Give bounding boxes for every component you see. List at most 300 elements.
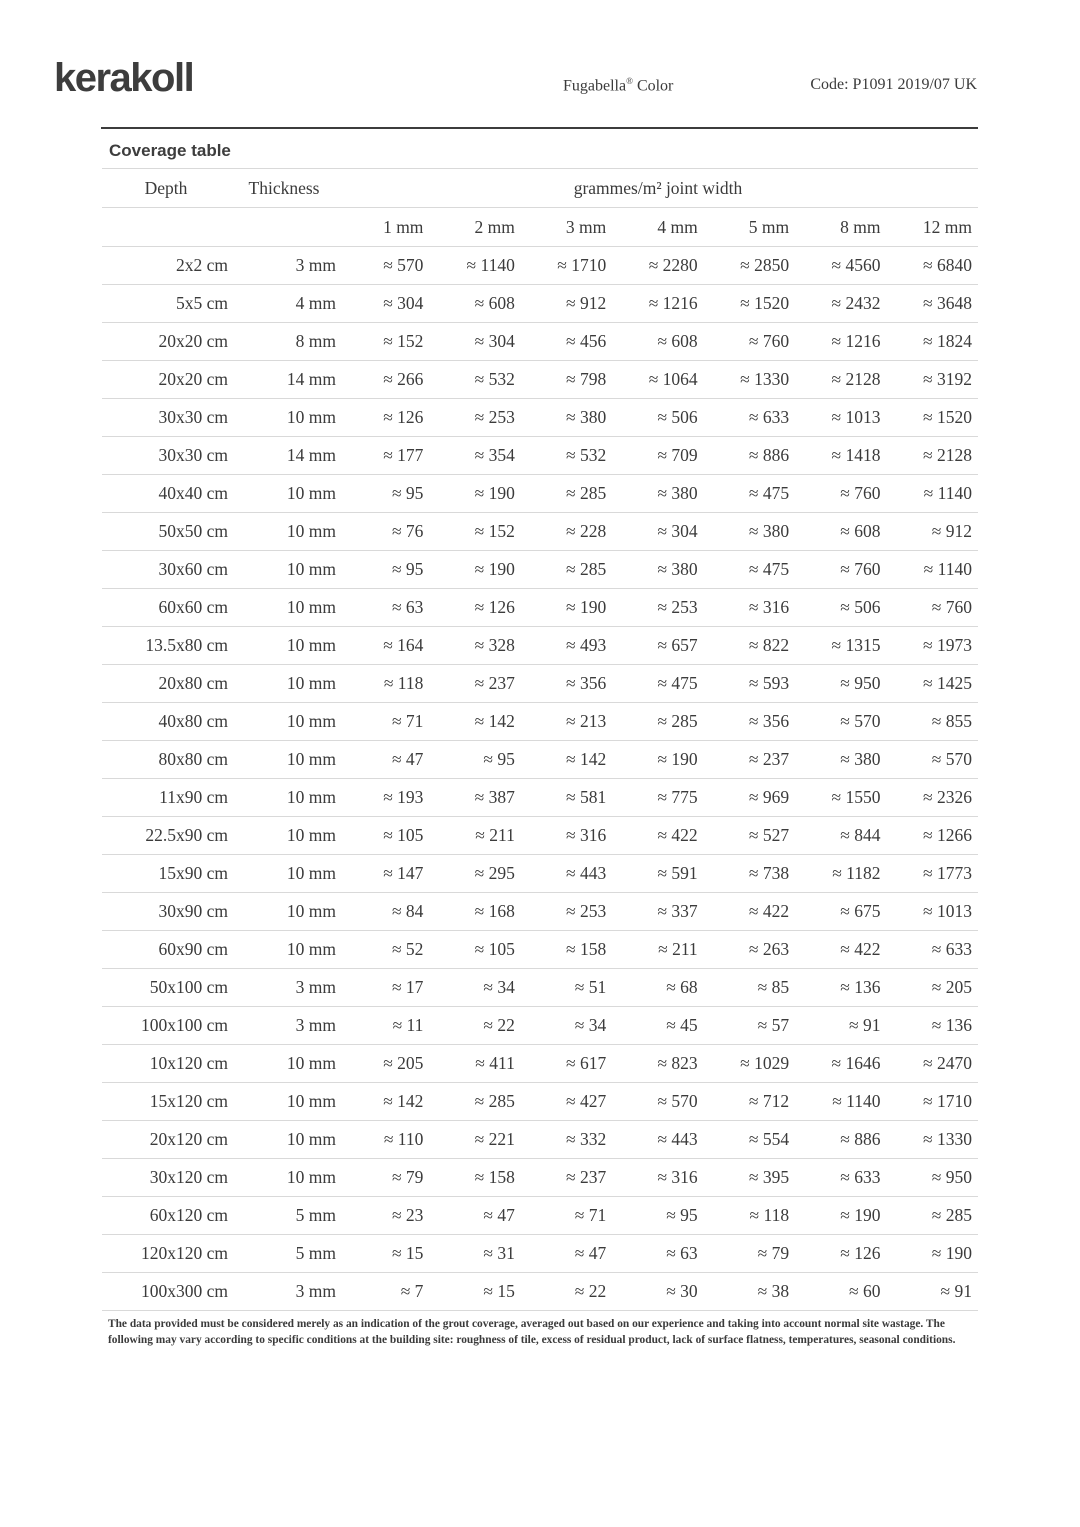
coverage-value-cell: ≈ 456 — [521, 323, 612, 361]
coverage-value-cell: ≈ 1216 — [795, 323, 886, 361]
coverage-value-cell: ≈ 52 — [338, 931, 429, 969]
table-row — [102, 399, 978, 437]
coverage-value-cell: ≈ 237 — [429, 665, 520, 703]
joint-width-header: 8 mm — [795, 208, 886, 247]
coverage-value-cell: ≈ 1418 — [795, 437, 886, 475]
coverage-value-cell: ≈ 1330 — [887, 1121, 978, 1159]
coverage-value-cell: ≈ 1824 — [887, 323, 978, 361]
coverage-value-cell: ≈ 1140 — [795, 1083, 886, 1121]
coverage-value-cell: ≈ 71 — [338, 703, 429, 741]
coverage-value-cell: ≈ 950 — [887, 1159, 978, 1197]
coverage-value-cell: ≈ 63 — [612, 1235, 703, 1273]
coverage-value-cell: ≈ 422 — [795, 931, 886, 969]
coverage-value-cell: ≈ 190 — [429, 475, 520, 513]
coverage-value-cell: ≈ 822 — [704, 627, 795, 665]
table-row — [102, 779, 978, 817]
coverage-value-cell: ≈ 356 — [521, 665, 612, 703]
coverage-value-cell: ≈ 356 — [704, 703, 795, 741]
table-row — [102, 1235, 978, 1273]
thickness-cell: 4 mm — [230, 285, 338, 323]
coverage-value-cell: ≈ 38 — [704, 1273, 795, 1311]
coverage-value-cell: ≈ 142 — [338, 1083, 429, 1121]
coverage-value-cell: ≈ 76 — [338, 513, 429, 551]
coverage-value-cell: ≈ 1520 — [704, 285, 795, 323]
coverage-value-cell: ≈ 532 — [521, 437, 612, 475]
product-name — [563, 76, 673, 95]
tile-size-cell: 20x120 cm — [102, 1121, 230, 1159]
coverage-value-cell: ≈ 506 — [612, 399, 703, 437]
thickness-cell: 3 mm — [230, 247, 338, 285]
thickness-cell: 10 mm — [230, 475, 338, 513]
coverage-value-cell: ≈ 91 — [887, 1273, 978, 1311]
coverage-value-cell: ≈ 422 — [704, 893, 795, 931]
coverage-value-cell: ≈ 493 — [521, 627, 612, 665]
coverage-value-cell: ≈ 118 — [704, 1197, 795, 1235]
thickness-cell: 10 mm — [230, 855, 338, 893]
coverage-value-cell: ≈ 570 — [887, 741, 978, 779]
tile-size-cell: 15x90 cm — [102, 855, 230, 893]
table-row — [102, 323, 978, 361]
coverage-value-cell: ≈ 79 — [338, 1159, 429, 1197]
thickness-cell: 8 mm — [230, 323, 338, 361]
thickness-cell: 10 mm — [230, 1083, 338, 1121]
table-row — [102, 817, 978, 855]
disclaimer-text: The data provided must be considered merely as an indication of the grout coverage, averaged out based on our experience and taking into account normal site wastage. The following may vary according to specific conditions at the building site: roughness of tile, excess of residual product, lack of surface flatness, temperatures, seasonal conditions. — [108, 1318, 956, 1347]
coverage-value-cell: ≈ 253 — [521, 893, 612, 931]
coverage-value-cell: ≈ 285 — [521, 475, 612, 513]
coverage-value-cell: ≈ 316 — [521, 817, 612, 855]
tile-size-cell: 120x120 cm — [102, 1235, 230, 1273]
thickness-column-header: Thickness — [230, 169, 338, 208]
coverage-value-cell: ≈ 23 — [338, 1197, 429, 1235]
coverage-value-cell: ≈ 6840 — [887, 247, 978, 285]
coverage-value-cell: ≈ 532 — [429, 361, 520, 399]
coverage-value-cell: ≈ 304 — [429, 323, 520, 361]
tile-size-cell: 100x100 cm — [102, 1007, 230, 1045]
coverage-value-cell: ≈ 380 — [612, 475, 703, 513]
coverage-value-cell: ≈ 380 — [521, 399, 612, 437]
coverage-value-cell: ≈ 443 — [612, 1121, 703, 1159]
tile-size-cell: 30x90 cm — [102, 893, 230, 931]
coverage-value-cell: ≈ 118 — [338, 665, 429, 703]
table-row — [102, 437, 978, 475]
coverage-value-cell: ≈ 844 — [795, 817, 886, 855]
thickness-cell: 10 mm — [230, 551, 338, 589]
coverage-value-cell: ≈ 15 — [429, 1273, 520, 1311]
coverage-value-cell: ≈ 85 — [704, 969, 795, 1007]
coverage-value-cell: ≈ 1064 — [612, 361, 703, 399]
joint-width-header: 5 mm — [704, 208, 795, 247]
coverage-value-cell: ≈ 60 — [795, 1273, 886, 1311]
coverage-value-cell: ≈ 45 — [612, 1007, 703, 1045]
thickness-cell: 14 mm — [230, 437, 338, 475]
coverage-value-cell: ≈ 608 — [429, 285, 520, 323]
coverage-value-cell: ≈ 205 — [887, 969, 978, 1007]
joint-width-header: 2 mm — [429, 208, 520, 247]
coverage-value-cell: ≈ 969 — [704, 779, 795, 817]
joint-width-header-row — [102, 208, 978, 247]
coverage-value-cell: ≈ 142 — [429, 703, 520, 741]
tile-size-cell: 100x300 cm — [102, 1273, 230, 1311]
table-row — [102, 855, 978, 893]
coverage-value-cell: ≈ 152 — [429, 513, 520, 551]
table-row — [102, 969, 978, 1007]
coverage-value-cell: ≈ 31 — [429, 1235, 520, 1273]
thickness-cell: 10 mm — [230, 703, 338, 741]
coverage-value-cell: ≈ 34 — [521, 1007, 612, 1045]
thickness-cell: 10 mm — [230, 817, 338, 855]
coverage-value-cell: ≈ 190 — [795, 1197, 886, 1235]
coverage-value-cell: ≈ 34 — [429, 969, 520, 1007]
coverage-value-cell: ≈ 47 — [338, 741, 429, 779]
tile-size-cell: 2x2 cm — [102, 247, 230, 285]
coverage-value-cell: ≈ 570 — [795, 703, 886, 741]
table-row — [102, 551, 978, 589]
coverage-value-cell: ≈ 51 — [521, 969, 612, 1007]
coverage-value-cell: ≈ 527 — [704, 817, 795, 855]
coverage-value-cell: ≈ 1029 — [704, 1045, 795, 1083]
coverage-value-cell: ≈ 675 — [795, 893, 886, 931]
joint-width-header: 1 mm — [338, 208, 429, 247]
thickness-cell: 10 mm — [230, 627, 338, 665]
coverage-value-cell: ≈ 266 — [338, 361, 429, 399]
coverage-value-cell: ≈ 57 — [704, 1007, 795, 1045]
coverage-value-cell: ≈ 2850 — [704, 247, 795, 285]
coverage-value-cell: ≈ 190 — [887, 1235, 978, 1273]
joint-width-header: 12 mm — [887, 208, 978, 247]
coverage-value-cell: ≈ 328 — [429, 627, 520, 665]
table-row — [102, 513, 978, 551]
tile-size-cell: 20x80 cm — [102, 665, 230, 703]
coverage-value-cell: ≈ 126 — [429, 589, 520, 627]
tile-size-cell: 50x50 cm — [102, 513, 230, 551]
depth-column-header: Depth — [102, 169, 230, 208]
coverage-value-cell: ≈ 380 — [704, 513, 795, 551]
coverage-value-cell: ≈ 2128 — [795, 361, 886, 399]
tile-size-cell: 13.5x80 cm — [102, 627, 230, 665]
coverage-value-cell: ≈ 285 — [612, 703, 703, 741]
thickness-cell: 10 mm — [230, 741, 338, 779]
coverage-value-cell: ≈ 285 — [521, 551, 612, 589]
coverage-value-cell: ≈ 332 — [521, 1121, 612, 1159]
coverage-value-cell: ≈ 211 — [429, 817, 520, 855]
thickness-cell: 10 mm — [230, 589, 338, 627]
coverage-value-cell: ≈ 193 — [338, 779, 429, 817]
coverage-value-cell: ≈ 285 — [429, 1083, 520, 1121]
coverage-value-cell: ≈ 3192 — [887, 361, 978, 399]
coverage-value-cell: ≈ 608 — [612, 323, 703, 361]
table-row — [102, 1197, 978, 1235]
thickness-cell: 5 mm — [230, 1235, 338, 1273]
table-row — [102, 475, 978, 513]
coverage-value-cell: ≈ 591 — [612, 855, 703, 893]
coverage-value-cell: ≈ 285 — [887, 1197, 978, 1235]
coverage-value-cell: ≈ 253 — [429, 399, 520, 437]
coverage-value-cell: ≈ 164 — [338, 627, 429, 665]
coverage-value-cell: ≈ 912 — [887, 513, 978, 551]
coverage-value-cell: ≈ 126 — [338, 399, 429, 437]
coverage-value-cell: ≈ 387 — [429, 779, 520, 817]
coverage-value-cell: ≈ 63 — [338, 589, 429, 627]
coverage-value-cell: ≈ 168 — [429, 893, 520, 931]
thickness-cell: 14 mm — [230, 361, 338, 399]
table-row — [102, 1273, 978, 1311]
coverage-value-cell: ≈ 738 — [704, 855, 795, 893]
tile-size-cell: 20x20 cm — [102, 323, 230, 361]
coverage-value-cell: ≈ 7 — [338, 1273, 429, 1311]
thickness-cell: 10 mm — [230, 779, 338, 817]
coverage-value-cell: ≈ 1013 — [887, 893, 978, 931]
thickness-cell: 3 mm — [230, 1007, 338, 1045]
coverage-value-cell: ≈ 2128 — [887, 437, 978, 475]
coverage-value-cell: ≈ 475 — [704, 551, 795, 589]
coverage-value-cell: ≈ 136 — [887, 1007, 978, 1045]
coverage-value-cell: ≈ 79 — [704, 1235, 795, 1273]
coverage-value-cell: ≈ 912 — [521, 285, 612, 323]
tile-size-cell: 60x90 cm — [102, 931, 230, 969]
thickness-cell: 3 mm — [230, 1273, 338, 1311]
coverage-value-cell: ≈ 608 — [795, 513, 886, 551]
coverage-value-cell: ≈ 1330 — [704, 361, 795, 399]
coverage-value-cell: ≈ 17 — [338, 969, 429, 1007]
coverage-value-cell: ≈ 886 — [795, 1121, 886, 1159]
tile-size-cell: 11x90 cm — [102, 779, 230, 817]
coverage-value-cell: ≈ 950 — [795, 665, 886, 703]
coverage-value-cell: ≈ 177 — [338, 437, 429, 475]
coverage-value-cell: ≈ 11 — [338, 1007, 429, 1045]
coverage-value-cell: ≈ 30 — [612, 1273, 703, 1311]
table-row — [102, 1121, 978, 1159]
table-row — [102, 1083, 978, 1121]
tile-size-cell: 40x80 cm — [102, 703, 230, 741]
coverage-value-cell: ≈ 237 — [521, 1159, 612, 1197]
registered-trademark-symbol: ® — [626, 76, 633, 86]
coverage-value-cell: ≈ 295 — [429, 855, 520, 893]
thickness-cell: 10 mm — [230, 1121, 338, 1159]
coverage-value-cell: ≈ 1182 — [795, 855, 886, 893]
coverage-value-cell: ≈ 158 — [521, 931, 612, 969]
coverage-table — [102, 168, 978, 1311]
coverage-value-cell: ≈ 22 — [429, 1007, 520, 1045]
empty-header-cell — [102, 208, 338, 247]
table-row — [102, 285, 978, 323]
tile-size-cell: 30x60 cm — [102, 551, 230, 589]
coverage-value-cell: ≈ 760 — [795, 551, 886, 589]
coverage-value-cell: ≈ 633 — [887, 931, 978, 969]
table-row — [102, 931, 978, 969]
coverage-value-cell: ≈ 581 — [521, 779, 612, 817]
coverage-value-cell: ≈ 22 — [521, 1273, 612, 1311]
coverage-value-cell: ≈ 760 — [704, 323, 795, 361]
coverage-value-cell: ≈ 142 — [521, 741, 612, 779]
coverage-value-cell: ≈ 570 — [338, 247, 429, 285]
thickness-cell: 10 mm — [230, 513, 338, 551]
coverage-value-cell: ≈ 760 — [887, 589, 978, 627]
coverage-value-cell: ≈ 337 — [612, 893, 703, 931]
coverage-value-cell: ≈ 1710 — [521, 247, 612, 285]
coverage-value-cell: ≈ 1315 — [795, 627, 886, 665]
thickness-cell: 5 mm — [230, 1197, 338, 1235]
tile-size-cell: 15x120 cm — [102, 1083, 230, 1121]
coverage-value-cell: ≈ 633 — [704, 399, 795, 437]
coverage-value-cell: ≈ 15 — [338, 1235, 429, 1273]
coverage-value-cell: ≈ 617 — [521, 1045, 612, 1083]
coverage-value-cell: ≈ 886 — [704, 437, 795, 475]
coverage-value-cell: ≈ 712 — [704, 1083, 795, 1121]
table-row — [102, 741, 978, 779]
table-row — [102, 247, 978, 285]
coverage-value-cell: ≈ 554 — [704, 1121, 795, 1159]
coverage-value-cell: ≈ 1140 — [887, 551, 978, 589]
coverage-value-cell: ≈ 3648 — [887, 285, 978, 323]
tile-size-cell: 10x120 cm — [102, 1045, 230, 1083]
tile-size-cell: 30x30 cm — [102, 399, 230, 437]
header-divider — [101, 127, 978, 129]
table-row — [102, 589, 978, 627]
coverage-value-cell: ≈ 71 — [521, 1197, 612, 1235]
coverage-value-cell: ≈ 657 — [612, 627, 703, 665]
tile-size-cell: 60x60 cm — [102, 589, 230, 627]
tile-size-cell: 30x120 cm — [102, 1159, 230, 1197]
thickness-cell: 10 mm — [230, 665, 338, 703]
coverage-table-title: Coverage table — [109, 141, 231, 160]
thickness-cell: 10 mm — [230, 1045, 338, 1083]
coverage-value-cell: ≈ 798 — [521, 361, 612, 399]
coverage-value-cell: ≈ 570 — [612, 1083, 703, 1121]
coverage-value-cell: ≈ 395 — [704, 1159, 795, 1197]
coverage-value-cell: ≈ 47 — [429, 1197, 520, 1235]
coverage-value-cell: ≈ 211 — [612, 931, 703, 969]
tile-size-cell: 30x30 cm — [102, 437, 230, 475]
coverage-value-cell: ≈ 475 — [704, 475, 795, 513]
coverage-value-cell: ≈ 380 — [795, 741, 886, 779]
coverage-value-cell: ≈ 158 — [429, 1159, 520, 1197]
coverage-value-cell: ≈ 84 — [338, 893, 429, 931]
joint-width-header: 3 mm — [521, 208, 612, 247]
coverage-value-cell: ≈ 316 — [704, 589, 795, 627]
coverage-value-cell: ≈ 95 — [429, 741, 520, 779]
coverage-value-cell: ≈ 443 — [521, 855, 612, 893]
coverage-value-cell: ≈ 190 — [429, 551, 520, 589]
coverage-value-cell: ≈ 1425 — [887, 665, 978, 703]
thickness-cell: 10 mm — [230, 893, 338, 931]
coverage-value-cell: ≈ 147 — [338, 855, 429, 893]
coverage-value-cell: ≈ 1216 — [612, 285, 703, 323]
document-code: Code: P1091 2019/07 UK — [810, 76, 977, 93]
tile-size-cell: 20x20 cm — [102, 361, 230, 399]
coverage-value-cell: ≈ 709 — [612, 437, 703, 475]
coverage-value-cell: ≈ 775 — [612, 779, 703, 817]
coverage-value-cell: ≈ 593 — [704, 665, 795, 703]
table-row — [102, 1045, 978, 1083]
thickness-cell: 3 mm — [230, 969, 338, 1007]
thickness-cell: 10 mm — [230, 399, 338, 437]
coverage-value-cell: ≈ 91 — [795, 1007, 886, 1045]
coverage-value-cell: ≈ 1013 — [795, 399, 886, 437]
coverage-value-cell: ≈ 190 — [612, 741, 703, 779]
coverage-value-cell: ≈ 228 — [521, 513, 612, 551]
coverage-value-cell: ≈ 1973 — [887, 627, 978, 665]
coverage-value-cell: ≈ 95 — [338, 551, 429, 589]
coverage-value-cell: ≈ 2326 — [887, 779, 978, 817]
coverage-value-cell: ≈ 1710 — [887, 1083, 978, 1121]
coverage-value-cell: ≈ 1550 — [795, 779, 886, 817]
tile-size-cell: 60x120 cm — [102, 1197, 230, 1235]
coverage-value-cell: ≈ 380 — [612, 551, 703, 589]
coverage-value-cell: ≈ 237 — [704, 741, 795, 779]
table-row — [102, 627, 978, 665]
coverage-value-cell: ≈ 411 — [429, 1045, 520, 1083]
tile-size-cell: 80x80 cm — [102, 741, 230, 779]
coverage-value-cell: ≈ 427 — [521, 1083, 612, 1121]
joint-width-header: 4 mm — [612, 208, 703, 247]
coverage-value-cell: ≈ 126 — [795, 1235, 886, 1273]
product-name-text: Fugabella — [563, 77, 627, 95]
table-row — [102, 1159, 978, 1197]
coverage-value-cell: ≈ 316 — [612, 1159, 703, 1197]
coverage-value-cell: ≈ 110 — [338, 1121, 429, 1159]
thickness-cell: 10 mm — [230, 931, 338, 969]
coverage-value-cell: ≈ 2280 — [612, 247, 703, 285]
coverage-value-cell: ≈ 105 — [429, 931, 520, 969]
coverage-value-cell: ≈ 1140 — [429, 247, 520, 285]
coverage-value-cell: ≈ 855 — [887, 703, 978, 741]
table-row — [102, 703, 978, 741]
coverage-value-cell: ≈ 1520 — [887, 399, 978, 437]
coverage-value-cell: ≈ 2432 — [795, 285, 886, 323]
kerakoll-logo: kerakoll — [54, 56, 194, 100]
joint-width-group-header: grammes/m² joint width — [338, 169, 978, 208]
coverage-value-cell: ≈ 136 — [795, 969, 886, 1007]
table-row — [102, 361, 978, 399]
coverage-value-cell: ≈ 760 — [795, 475, 886, 513]
coverage-value-cell: ≈ 263 — [704, 931, 795, 969]
coverage-value-cell: ≈ 304 — [612, 513, 703, 551]
table-row — [102, 665, 978, 703]
coverage-value-cell: ≈ 253 — [612, 589, 703, 627]
coverage-value-cell: ≈ 4560 — [795, 247, 886, 285]
coverage-value-cell: ≈ 105 — [338, 817, 429, 855]
tile-size-cell: 22.5x90 cm — [102, 817, 230, 855]
coverage-value-cell: ≈ 2470 — [887, 1045, 978, 1083]
coverage-value-cell: ≈ 68 — [612, 969, 703, 1007]
coverage-value-cell: ≈ 95 — [612, 1197, 703, 1235]
coverage-value-cell: ≈ 95 — [338, 475, 429, 513]
coverage-value-cell: ≈ 213 — [521, 703, 612, 741]
coverage-value-cell: ≈ 1140 — [887, 475, 978, 513]
coverage-value-cell: ≈ 205 — [338, 1045, 429, 1083]
coverage-value-cell: ≈ 47 — [521, 1235, 612, 1273]
coverage-value-cell: ≈ 354 — [429, 437, 520, 475]
coverage-value-cell: ≈ 190 — [521, 589, 612, 627]
coverage-value-cell: ≈ 422 — [612, 817, 703, 855]
product-name-suffix: Color — [632, 77, 674, 95]
coverage-value-cell: ≈ 1266 — [887, 817, 978, 855]
table-row — [102, 1007, 978, 1045]
coverage-value-cell: ≈ 221 — [429, 1121, 520, 1159]
tile-size-cell: 50x100 cm — [102, 969, 230, 1007]
tile-size-cell: 40x40 cm — [102, 475, 230, 513]
table-group-header-row — [102, 169, 978, 208]
coverage-value-cell: ≈ 475 — [612, 665, 703, 703]
coverage-value-cell: ≈ 1773 — [887, 855, 978, 893]
coverage-value-cell: ≈ 633 — [795, 1159, 886, 1197]
tile-size-cell: 5x5 cm — [102, 285, 230, 323]
coverage-value-cell: ≈ 506 — [795, 589, 886, 627]
coverage-value-cell: ≈ 823 — [612, 1045, 703, 1083]
thickness-cell: 10 mm — [230, 1159, 338, 1197]
table-row — [102, 893, 978, 931]
